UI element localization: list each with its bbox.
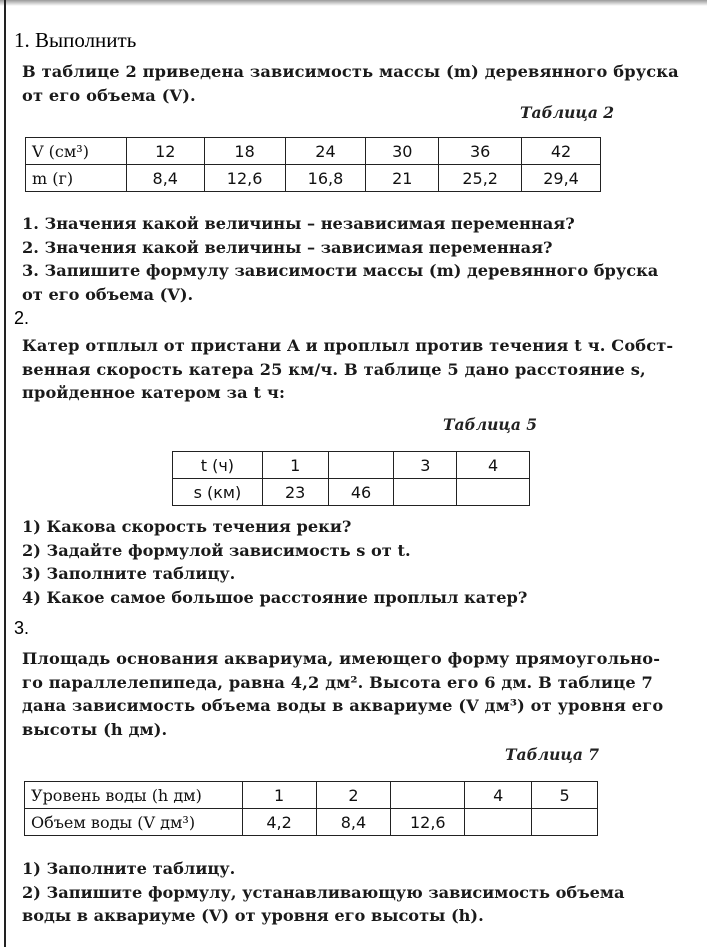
task-3-intro bbox=[22, 647, 663, 741]
table-7 bbox=[24, 781, 598, 836]
list-item: 1) Какова скорость течения реки? bbox=[22, 517, 352, 536]
table-cell: 12 bbox=[126, 138, 204, 165]
table-cell: 2 bbox=[316, 782, 391, 809]
table-cell: 21 bbox=[366, 165, 439, 192]
table-row bbox=[173, 452, 530, 479]
list-item: 2. Значения какой величины – зависимая переменная? bbox=[22, 237, 553, 257]
table-cell: 8,4 bbox=[316, 809, 391, 836]
table-row bbox=[173, 479, 530, 506]
list-item: 3. Запишите формулу зависимости массы (m) деревянного бруска bbox=[22, 261, 659, 280]
task-3-questions bbox=[22, 857, 624, 928]
table-5 bbox=[172, 451, 530, 506]
table-cell: t (ч) bbox=[173, 452, 263, 479]
table-cell: 18 bbox=[204, 138, 285, 165]
table-cell: 42 bbox=[522, 138, 601, 165]
list-item: 1) Заполните таблицу. bbox=[22, 859, 236, 878]
list-item: 2) Запишите формулу, устанавливающую зависимость объема bbox=[22, 882, 625, 902]
list-item: 1. Значения какой величины – независимая переменная? bbox=[22, 214, 575, 233]
table-cell: 4,2 bbox=[242, 809, 316, 836]
left-margin-line bbox=[4, 0, 6, 947]
table-cell: 12,6 bbox=[391, 809, 465, 836]
table-cell: 29,4 bbox=[522, 165, 601, 192]
list-item: от его объема (V). bbox=[22, 284, 194, 304]
list-item: 4) Какое самое большое расстояние проплыл катер? bbox=[22, 587, 528, 607]
table-2-caption: Таблица 2 bbox=[520, 103, 615, 122]
table-cell: 5 bbox=[532, 782, 598, 809]
table-cell: 1 bbox=[262, 452, 328, 479]
table-cell: 4 bbox=[465, 782, 532, 809]
list-item: 2) Задайте формулой зависимость s от t. bbox=[22, 540, 411, 560]
table-cell bbox=[457, 479, 530, 506]
table-cell bbox=[532, 809, 598, 836]
table-cell: 36 bbox=[439, 138, 522, 165]
table-row bbox=[26, 165, 601, 192]
table-2 bbox=[25, 137, 601, 192]
table-cell: Объем воды (V дм³) bbox=[25, 809, 243, 836]
table-cell bbox=[394, 479, 457, 506]
table-cell bbox=[465, 809, 532, 836]
top-edge bbox=[0, 0, 707, 6]
table-5-caption: Таблица 5 bbox=[443, 415, 538, 434]
task-1-intro bbox=[22, 60, 679, 107]
task-3-number: 3. bbox=[14, 618, 30, 638]
table-cell bbox=[328, 452, 394, 479]
text-line: го параллелепипеда, равна 4,2 дм². Высота его 6 дм. В таблице 7 bbox=[22, 672, 653, 692]
table-cell: 25,2 bbox=[439, 165, 522, 192]
table-cell: m (г) bbox=[26, 165, 127, 192]
table-cell: 3 bbox=[394, 452, 457, 479]
table-row bbox=[25, 782, 598, 809]
list-item: воды в аквариуме (V) от уровня его высоты (h). bbox=[22, 906, 484, 925]
table-cell: 8,4 bbox=[126, 165, 204, 192]
table-cell: 24 bbox=[285, 138, 366, 165]
table-row bbox=[25, 809, 598, 836]
task-1-heading: 1. Выполнить bbox=[14, 28, 137, 52]
table-cell: 23 bbox=[262, 479, 328, 506]
task-2-number: 2. bbox=[14, 308, 30, 328]
table-cell bbox=[391, 782, 465, 809]
text-line: Катер отплыл от пристани A и проплыл против течения t ч. Собст- bbox=[22, 336, 674, 355]
task-2-questions bbox=[22, 515, 527, 609]
table-cell: 12,6 bbox=[204, 165, 285, 192]
table-cell: 30 bbox=[366, 138, 439, 165]
text-line: пройденное катером за t ч: bbox=[22, 383, 286, 402]
text-line: В таблице 2 приведена зависимость массы (m) деревянного бруска bbox=[22, 62, 679, 81]
table-cell: V (см³) bbox=[26, 138, 127, 165]
table-cell: 46 bbox=[328, 479, 394, 506]
task-2-intro bbox=[22, 334, 673, 405]
text-line: Площадь основания аквариума, имеющего форму прямоугольно- bbox=[22, 649, 661, 668]
table-cell: 16,8 bbox=[285, 165, 366, 192]
table-row bbox=[26, 138, 601, 165]
table-cell: 4 bbox=[457, 452, 530, 479]
text-line: высоты (h дм). bbox=[22, 719, 168, 739]
task-1-questions bbox=[22, 212, 658, 306]
table-cell: s (км) bbox=[173, 479, 263, 506]
text-line: от его объема (V). bbox=[22, 85, 196, 105]
table-cell: Уровень воды (h дм) bbox=[25, 782, 243, 809]
table-7-caption: Таблица 7 bbox=[505, 745, 600, 764]
table-cell: 1 bbox=[242, 782, 316, 809]
list-item: 3) Заполните таблицу. bbox=[22, 564, 236, 583]
text-line: дана зависимость объема воды в аквариуме (V дм³) от уровня его bbox=[22, 696, 664, 715]
text-line: венная скорость катера 25 км/ч. В таблице 5 дано расстояние s, bbox=[22, 359, 646, 379]
